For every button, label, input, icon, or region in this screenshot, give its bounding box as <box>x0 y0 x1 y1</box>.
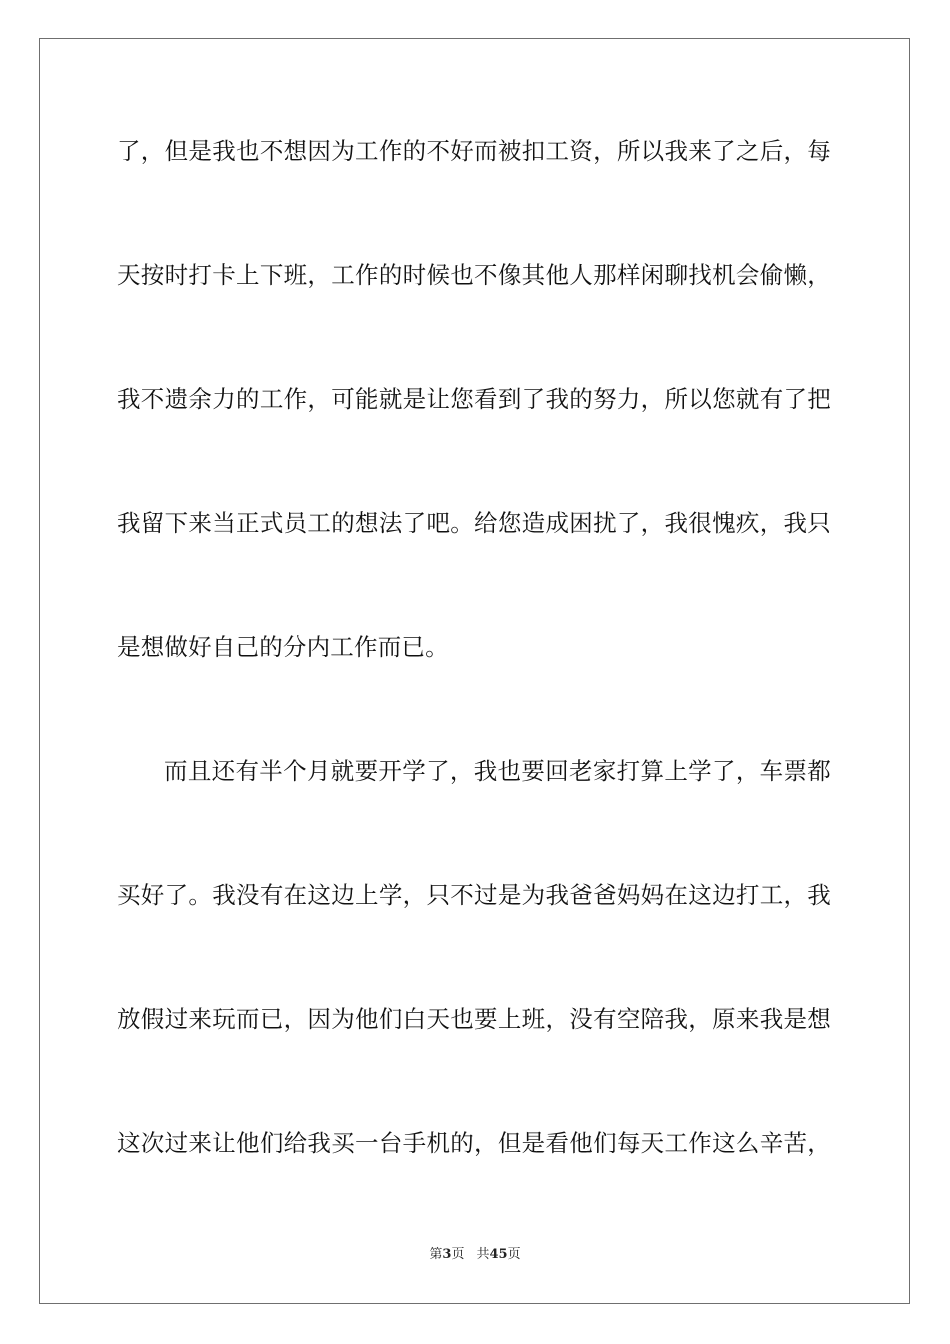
body-line-1: 了，但是我也不想因为工作的不好而被扣工资，所以我来了之后，每 <box>117 137 831 165</box>
footer-page-number: 3 <box>442 1247 452 1262</box>
footer-total-suffix: 页 <box>507 1247 521 1262</box>
footer-page-suffix: 页 <box>451 1247 465 1262</box>
page-footer <box>0 1246 950 1264</box>
footer-total-prefix: 共 <box>476 1247 490 1262</box>
body-line-2: 天按时打卡上下班，工作的时候也不像其他人那样闲聊找机会偷懒， <box>117 261 831 289</box>
footer-total-pages: 45 <box>489 1247 508 1262</box>
body-line-9: 这次过来让他们给我买一台手机的，但是看他们每天工作这么辛苦， <box>117 1129 831 1157</box>
body-line-8: 放假过来玩而已，因为他们白天也要上班，没有空陪我，原来我是想 <box>117 1005 831 1033</box>
body-line-6: 而且还有半个月就要开学了，我也要回老家打算上学了，车票都 <box>164 757 831 785</box>
footer-page-prefix: 第 <box>429 1247 443 1262</box>
body-line-3: 我不遗余力的工作，可能就是让您看到了我的努力，所以您就有了把 <box>117 385 831 413</box>
body-line-5: 是想做好自己的分内工作而已。 <box>117 633 449 661</box>
body-line-7: 买好了。我没有在这边上学，只不过是为我爸爸妈妈在这边打工，我 <box>117 881 831 909</box>
page-border <box>39 38 910 1304</box>
body-line-4: 我留下来当正式员工的想法了吧。给您造成困扰了，我很愧疚，我只 <box>117 509 831 537</box>
